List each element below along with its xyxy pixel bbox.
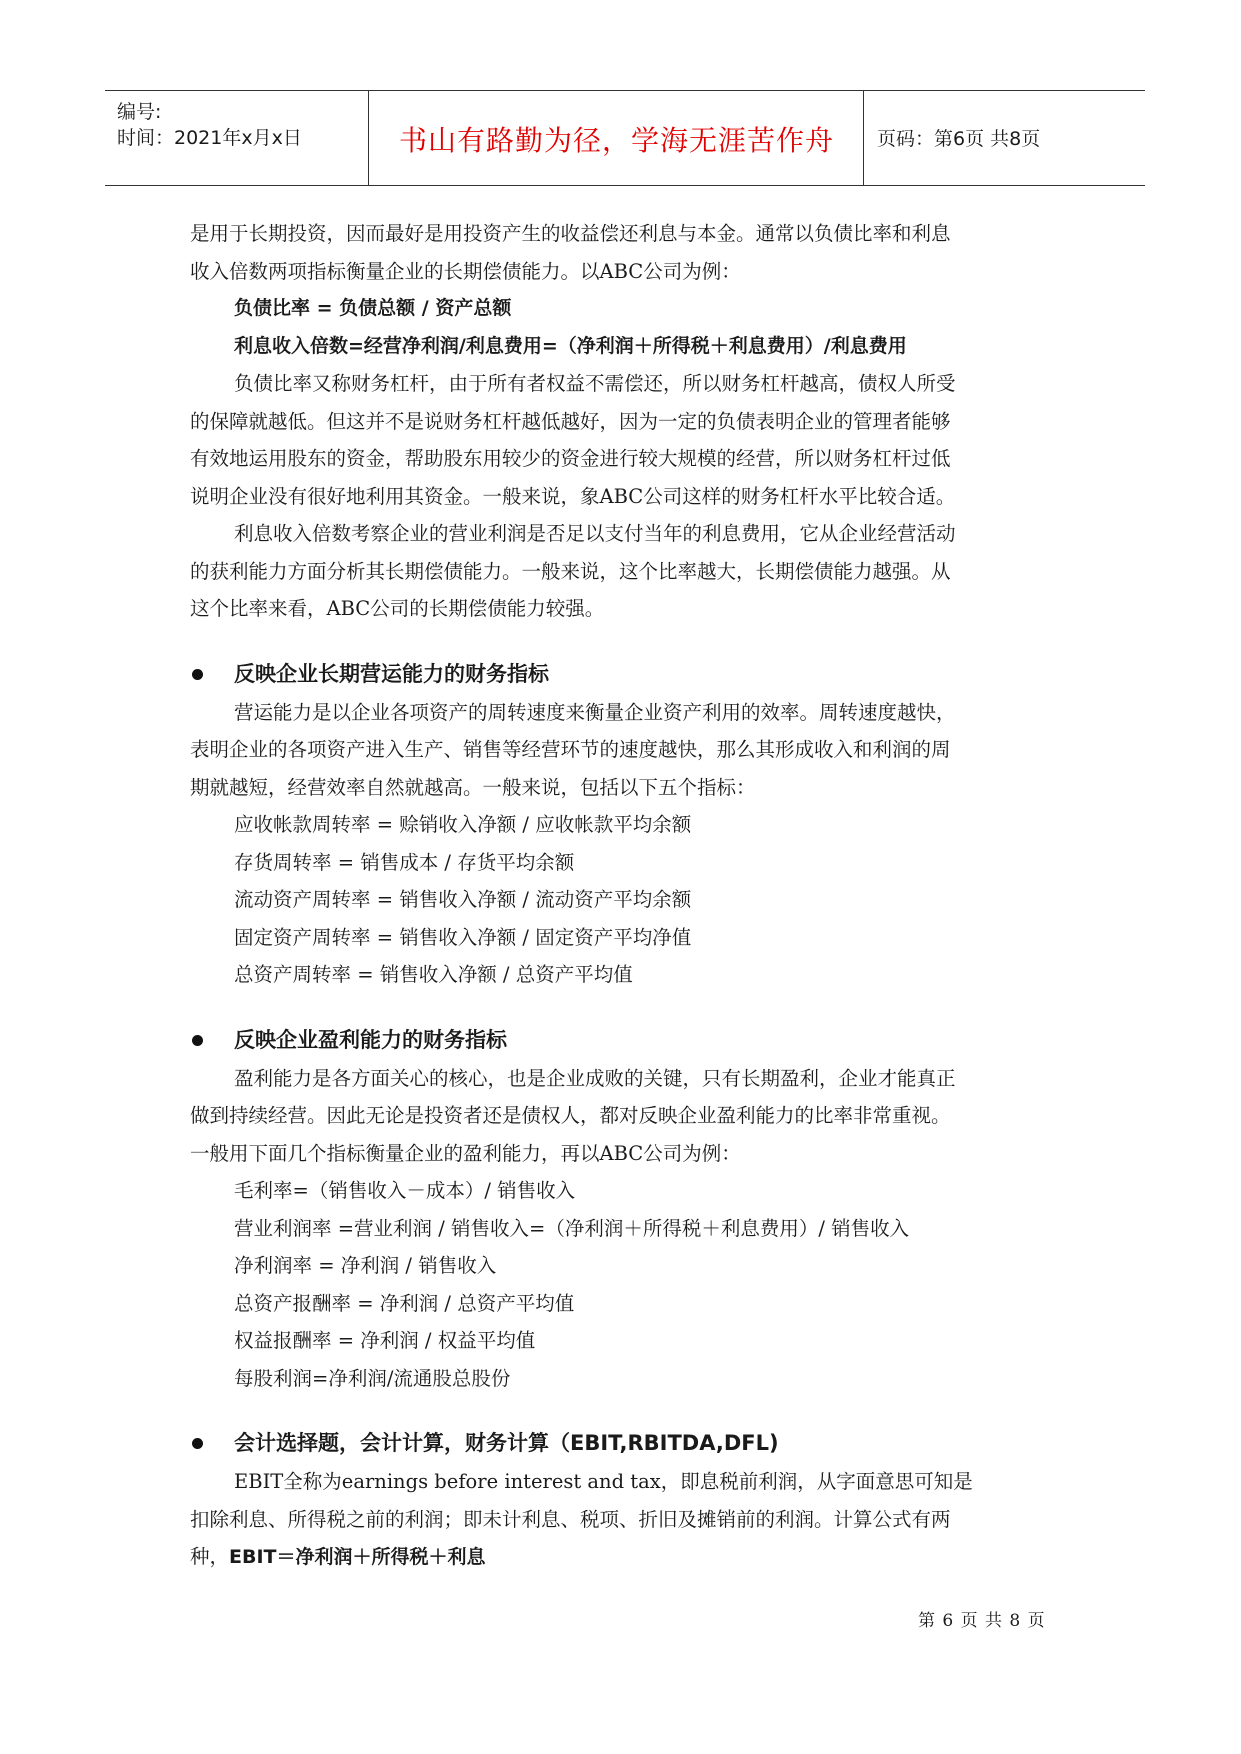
paragraph-line: 做到持续经营。因此无论是投资者还是债权人，都对反映企业盈利能力的比率非常重视。 bbox=[190, 1104, 951, 1127]
paragraph-line: 说明企业没有很好地利用其资金。一般来说，象ABC公司这样的财务杠杆水平比较合适。 bbox=[190, 484, 956, 508]
formula-line: 存货周转率 = 销售成本 / 存货平均余额 bbox=[234, 850, 575, 874]
header-page-info: 页码：第6页 共8页 bbox=[877, 128, 1041, 150]
paragraph-line: 一般用下面几个指标衡量企业的盈利能力，再以ABC公司为例： bbox=[190, 1141, 741, 1165]
paragraph-line: EBIT全称为earnings before interest and tax，即息税前利润，从字面意思可知是 bbox=[234, 1470, 973, 1493]
paragraph-line: 有效地运用股东的资金，帮助股东用较少的资金进行较大规模的经营，所以财务杠杆过低 bbox=[190, 447, 951, 470]
paragraph-line: 这个比率来看，ABC公司的长期偿债能力较强。 bbox=[190, 597, 605, 620]
formula-debt-ratio: 负债比率 = 负债总额 / 资产总额 bbox=[234, 297, 512, 319]
text-plain: 种， bbox=[190, 1545, 230, 1568]
paragraph-line: 的保障就越低。但这并不是说财务杠杆越低越好，因为一定的负债表明企业的管理者能够 bbox=[190, 409, 951, 433]
formula-line: 营业利润率 =营业利润 / 销售收入=（净利润＋所得税＋利息费用）/ 销售收入 bbox=[234, 1216, 910, 1240]
header-motto-cell bbox=[370, 91, 864, 185]
formula-line: 总资产周转率 = 销售收入净额 / 总资产平均值 bbox=[234, 963, 633, 986]
document-body bbox=[190, 215, 1060, 1576]
section-heading-profitability: 反映企业盈利能力的财务指标 bbox=[190, 1020, 1060, 1060]
paragraph-line: 收入倍数两项指标衡量企业的长期偿债能力。以ABC公司为例： bbox=[190, 259, 741, 283]
paragraph-line: 扣除利息、所得税之前的利润；即未计利息、税项、折旧及摊销前的利润。计算公式有两 bbox=[190, 1507, 951, 1531]
formula-line: 总资产报酬率 = 净利润 / 总资产平均值 bbox=[234, 1291, 575, 1315]
page-footer: 第 6 页 共 8 页 bbox=[918, 1611, 1046, 1631]
formula-interest-coverage: 利息收入倍数=经营净利润/利息费用=（净利润＋所得税＋利息费用）/利息费用 bbox=[234, 334, 907, 357]
paragraph-line: 营运能力是以企业各项资产的周转速度来衡量企业资产利用的效率。周转速度越快， bbox=[234, 700, 956, 724]
formula-line: 权益报酬率 = 净利润 / 权益平均值 bbox=[234, 1329, 536, 1352]
paragraph-line: 盈利能力是各方面关心的核心，也是企业成败的关键，只有长期盈利，企业才能真正 bbox=[234, 1066, 956, 1090]
paragraph-line: 是用于长期投资，因而最好是用投资产生的收益偿还利息与本金。通常以负债比率和利息 bbox=[190, 222, 951, 245]
formula-line: 流动资产周转率 = 销售收入净额 / 流动资产平均余额 bbox=[234, 888, 692, 911]
section-heading-operating-capacity: 反映企业长期营运能力的财务指标 bbox=[190, 654, 1060, 694]
bullet-icon bbox=[192, 1035, 203, 1046]
formula-ebit: EBIT＝净利润＋所得税＋利息 bbox=[229, 1546, 486, 1568]
spacer bbox=[190, 628, 1060, 654]
formula-line: 固定资产周转率 = 销售收入净额 / 固定资产平均净值 bbox=[234, 925, 692, 949]
paragraph-line bbox=[190, 1538, 1060, 1576]
header-motto: 书山有路勤为径，学海无涯苦作舟 bbox=[398, 124, 834, 157]
paragraph-line: 表明企业的各项资产进入生产、销售等经营环节的速度越快，那么其形成收入和利润的周 bbox=[190, 738, 951, 761]
paragraph-line: 负债比率又称财务杠杆，由于所有者权益不需偿还，所以财务杠杆越高，债权人所受 bbox=[234, 372, 956, 395]
bullet-icon bbox=[192, 669, 203, 680]
document-number-label: 编号: bbox=[117, 101, 162, 123]
spacer bbox=[190, 994, 1060, 1020]
document-time-label: 时间：2021年x月x日 bbox=[117, 127, 302, 149]
spacer bbox=[190, 1397, 1060, 1423]
bullet-icon bbox=[192, 1438, 203, 1449]
header-info-cell bbox=[105, 91, 369, 185]
formula-line: 净利润率 = 净利润 / 销售收入 bbox=[234, 1254, 497, 1277]
formula-line: 每股利润=净利润/流通股总股份 bbox=[234, 1366, 511, 1390]
paragraph-line: 利息收入倍数考察企业的营业利润是否足以支付当年的利息费用，它从企业经营活动 bbox=[234, 522, 956, 545]
page-header bbox=[105, 90, 1145, 186]
formula-line: 毛利率=（销售收入－成本）/ 销售收入 bbox=[234, 1179, 576, 1202]
header-page-cell bbox=[865, 91, 1145, 185]
paragraph-line: 的获利能力方面分析其长期偿债能力。一般来说，这个比率越大，长期偿债能力越强。从 bbox=[190, 559, 951, 583]
section-heading-accounting-calc: 会计选择题，会计计算，财务计算（EBIT,RBITDA,DFL) bbox=[190, 1423, 1060, 1463]
formula-line: 应收帐款周转率 = 赊销收入净额 / 应收帐款平均余额 bbox=[234, 813, 692, 836]
paragraph-line: 期就越短，经营效率自然就越高。一般来说，包括以下五个指标： bbox=[190, 775, 756, 799]
